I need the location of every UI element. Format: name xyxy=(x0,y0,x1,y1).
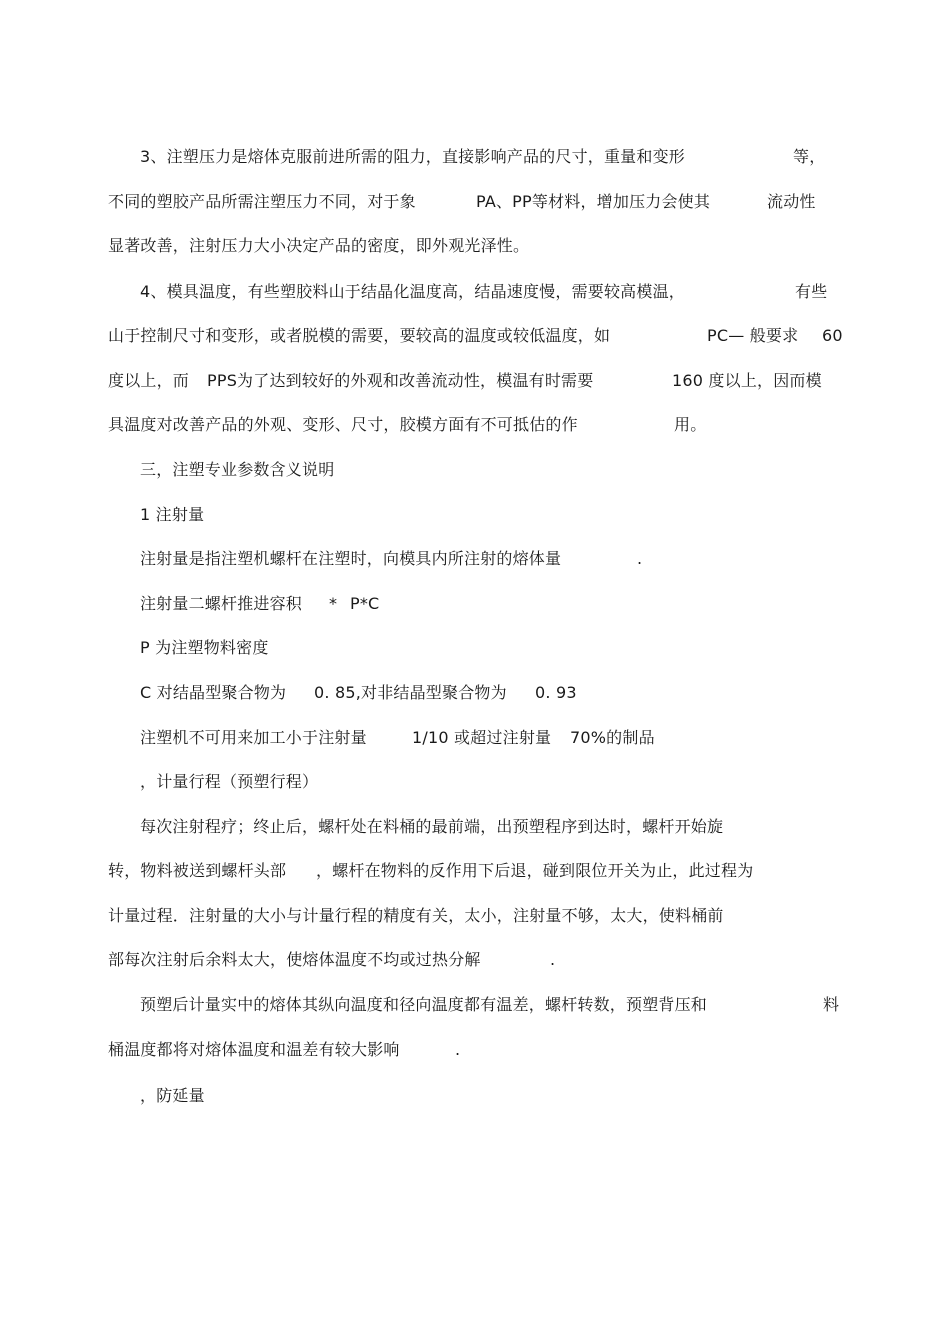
text-line: 转，物料被送到螺杆头部 xyxy=(108,861,287,880)
subsection-heading: ，防延量 xyxy=(140,1086,205,1105)
text-fragment: 流动性 xyxy=(767,192,816,211)
text-line: 计量过程．注射量的大小与计量行程的精度有关，太小，注射量不够，太大，使料桶前 xyxy=(108,906,724,925)
text-line: 部每次注射后余料太大，使熔体温度不均或过热分解 xyxy=(108,950,481,969)
text-fragment: 60 xyxy=(822,326,843,345)
text-fragment: PPS为了达到较好的外观和改善流动性，模温有时需要 xyxy=(207,371,594,390)
text-fragment: ，螺杆在物料的反作用下后退，碰到限位开关为止，此过程为 xyxy=(316,861,754,880)
text-fragment: 70%的制品 xyxy=(570,728,655,747)
text-line: 4、模具温度，有些塑胶料山于结晶化温度高，结晶速度慢，需要较高模温， xyxy=(140,282,685,301)
text-line: 注射量是指注塑机螺杆在注塑时，向模具内所注射的熔体量 xyxy=(140,549,562,568)
formula-fragment: P*C xyxy=(350,594,380,613)
text-line: C 对结晶型聚合物为 xyxy=(140,683,287,702)
text-line: 山于控制尺寸和变形，或者脱模的需要，要较高的温度或较低温度，如 xyxy=(108,326,611,345)
text-fragment: PC— 般要求 xyxy=(707,326,799,345)
section-heading: 三，注塑专业参数含义说明 xyxy=(140,460,335,479)
text-line: 显著改善，注射压力大小决定产品的密度，即外观光泽性。 xyxy=(108,236,530,255)
text-fragment: 有些 xyxy=(795,282,828,301)
subsection-heading: ，计量行程（预塑行程） xyxy=(140,772,319,791)
text-line: P 为注塑物料密度 xyxy=(140,638,269,657)
text-fragment: . xyxy=(550,950,556,969)
text-fragment: 等， xyxy=(793,147,826,166)
text-fragment: 0. 85,对非结晶型聚合物为 xyxy=(314,683,507,702)
text-line: 具温度对改善产品的外观、变形、尺寸，胶模方面有不可抵估的作 xyxy=(108,415,578,434)
text-line: 不同的塑胶产品所需注塑压力不同，对于象 xyxy=(108,192,416,211)
text-line: 桶温度都将对熔体温度和温差有较大影响 xyxy=(108,1040,400,1059)
text-fragment: . xyxy=(455,1040,461,1059)
formula-fragment: * xyxy=(329,594,338,613)
text-line: 注塑机不可用来加工小于注射量 xyxy=(140,728,367,747)
text-fragment: 用。 xyxy=(674,415,707,434)
text-fragment: 1/10 或超过注射量 xyxy=(412,728,552,747)
text-fragment: 0. 93 xyxy=(535,683,577,702)
text-fragment: 料 xyxy=(823,995,840,1014)
text-line: 预塑后计量实中的熔体其纵向温度和径向温度都有温差，螺杆转数，预塑背压和 xyxy=(140,995,708,1014)
text-fragment: . xyxy=(637,549,643,568)
formula-line: 注射量二螺杆推进容积 xyxy=(140,594,303,613)
text-line: 度以上，而 xyxy=(108,371,190,390)
text-line: 每次注射程疗；终止后，螺杆处在料桶的最前端，出预塑程序到达时，螺杆开始旋 xyxy=(140,817,724,836)
text-line: 3、注塑压力是熔体克服前进所需的阻力，直接影响产品的尺寸，重量和变形 xyxy=(140,147,685,166)
text-fragment: PA、PP等材料，增加压力会使其 xyxy=(476,192,711,211)
subsection-heading: 1 注射量 xyxy=(140,505,205,524)
text-fragment: 160 度以上，因而模 xyxy=(672,371,822,390)
